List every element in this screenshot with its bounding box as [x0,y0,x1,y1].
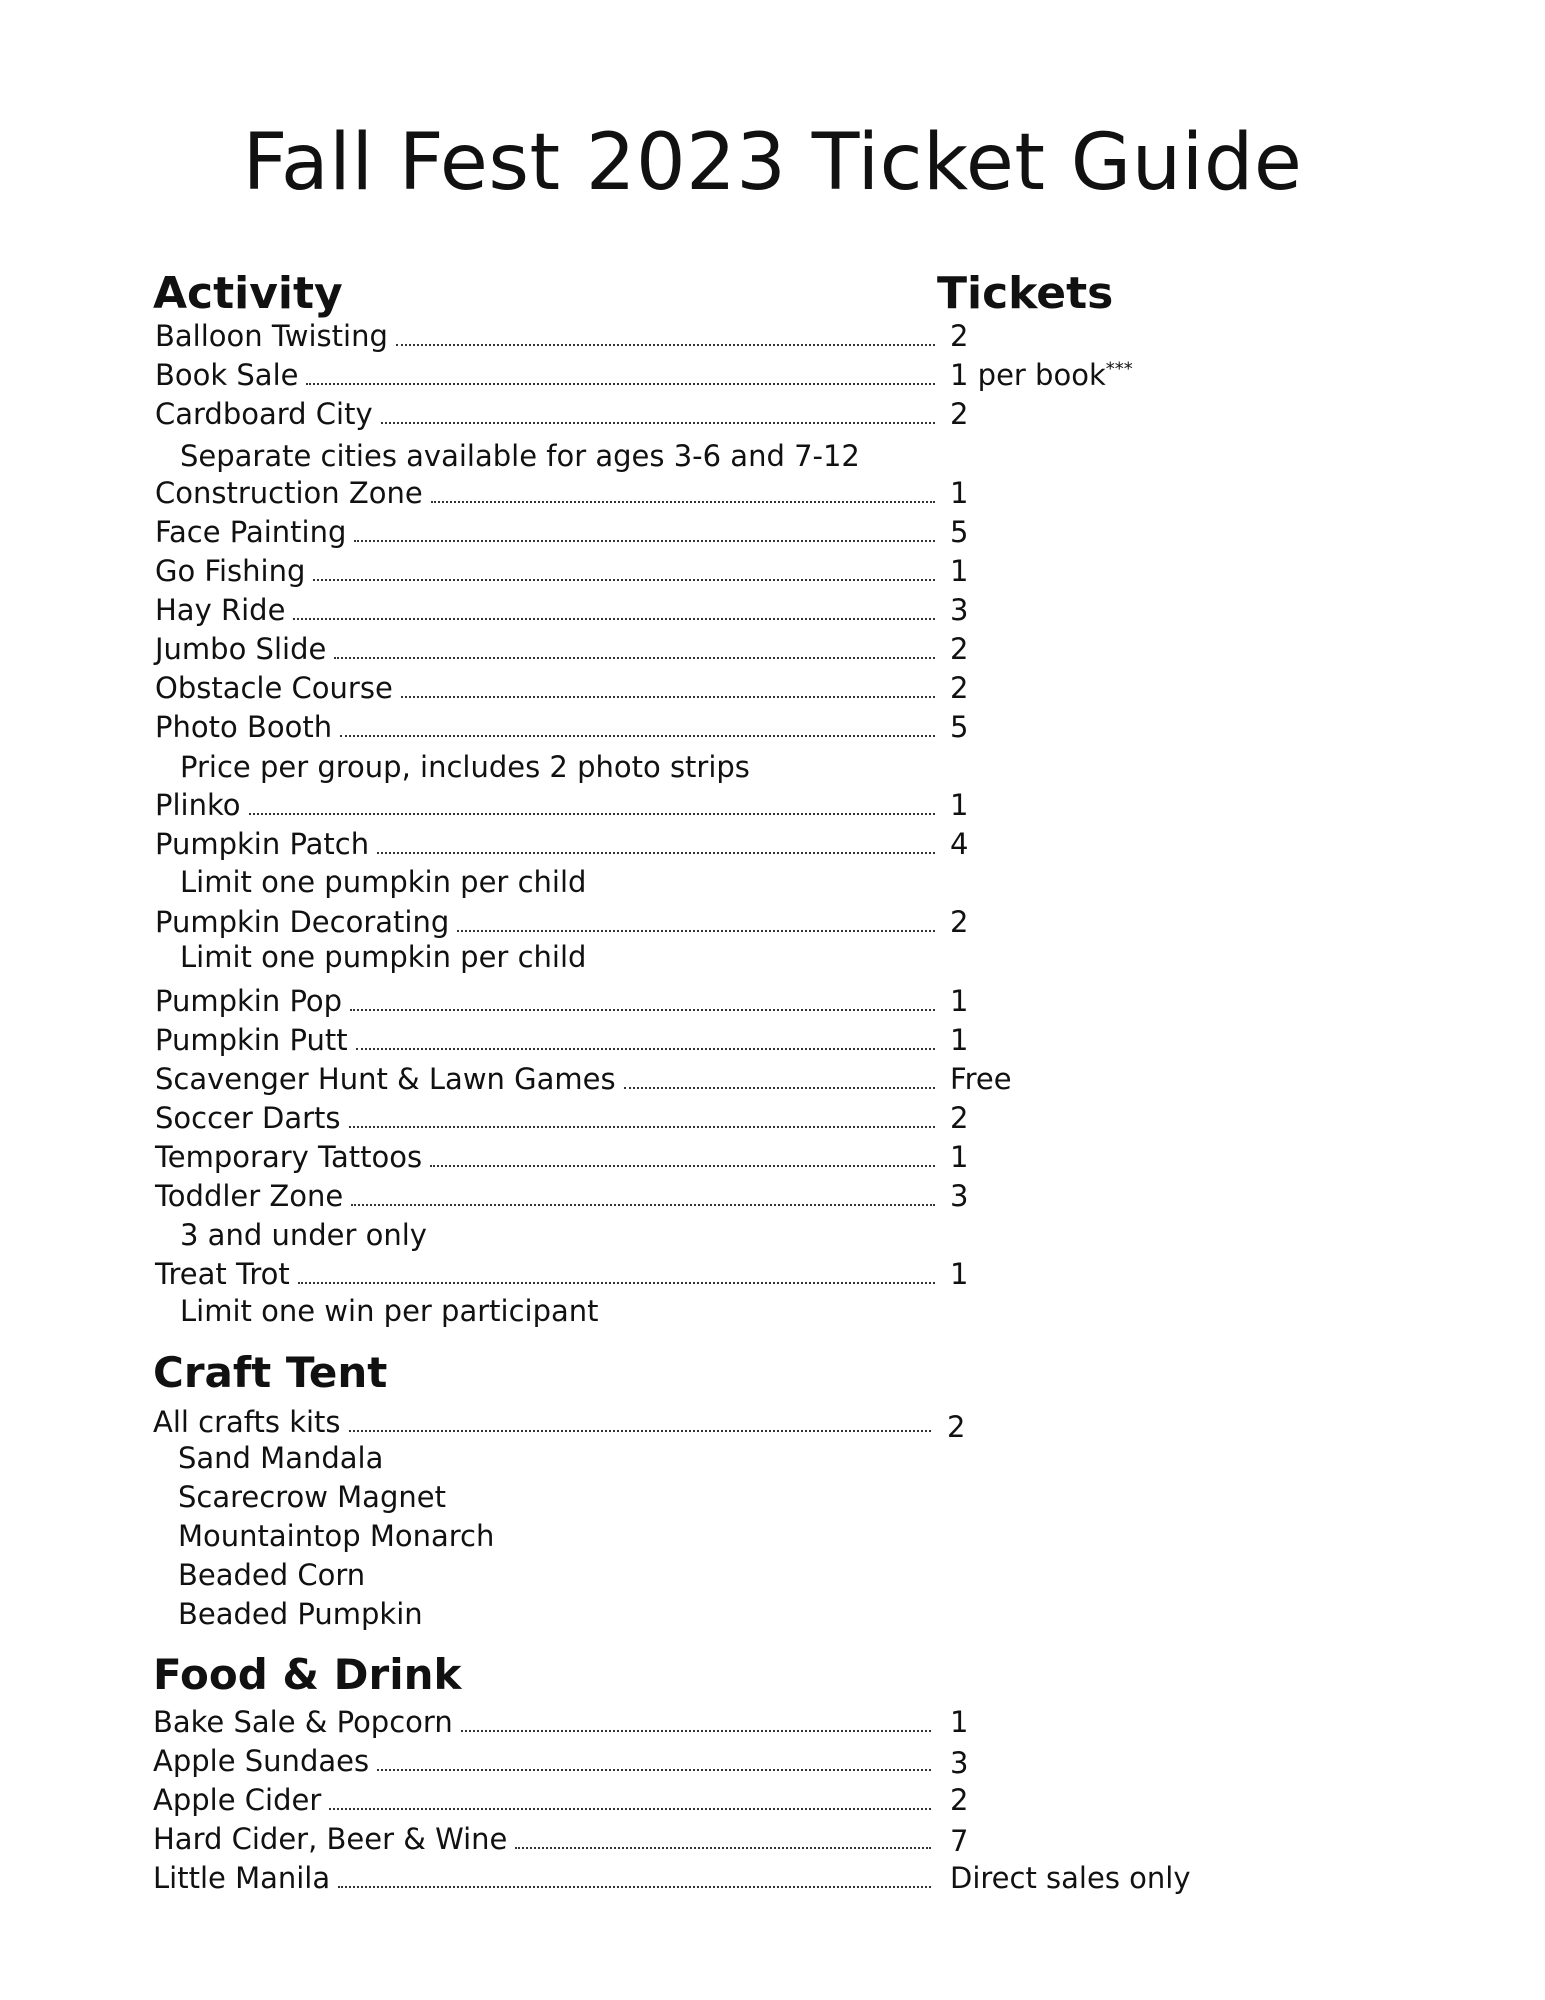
activity-name: Plinko [155,788,241,822]
activity-row [155,475,937,511]
activity-name: Go Fishing [155,554,306,588]
craft-kit: Scarecrow Magnet [178,1480,446,1514]
activity-note: Price per group, includes 2 photo strips [180,750,750,784]
food-row [153,1782,933,1818]
ticket-count: 2 [950,397,969,431]
activity-note: Limit one win per participant [180,1294,599,1328]
ticket-count: 2 [950,905,969,939]
dot-leader [457,930,935,932]
ticket-count: 2 [950,671,969,705]
activity-name: Book Sale [155,358,299,392]
dot-leader [306,383,935,385]
section-heading-craft-tent: Craft Tent [153,1348,388,1397]
ticket-count: 1 [950,1140,969,1174]
activity-row [155,318,937,354]
activity-note: 3 and under only [180,1218,427,1252]
dot-leader [515,1847,931,1849]
dot-leader [338,1886,931,1888]
activity-name: Pumpkin Pop [155,984,343,1018]
activity-note: Limit one pumpkin per child [180,940,587,974]
activity-name: Obstacle Course [155,671,393,705]
craft-kit: Beaded Pumpkin [178,1597,423,1631]
activity-name: Pumpkin Patch [155,827,370,861]
ticket-count: Direct sales only [950,1861,1191,1895]
activity-row [155,709,937,745]
activity-note: Limit one pumpkin per child [180,865,587,899]
ticket-count: 1 [950,1023,969,1057]
activity-row [155,396,937,432]
craft-row [153,1404,933,1440]
ticket-count: 4 [950,827,969,861]
food-row [153,1743,933,1779]
dot-leader [356,1048,935,1050]
activity-row [155,1100,937,1136]
activity-row [155,983,937,1019]
activity-name: Soccer Darts [155,1101,341,1135]
ticket-count: 2 [950,1101,969,1135]
activity-row [155,1061,937,1097]
dot-leader [350,1009,935,1011]
food-row [153,1821,933,1857]
activity-name: Toddler Zone [155,1179,344,1213]
activity-name: Photo Booth [155,710,333,744]
section-heading-food-drink: Food & Drink [153,1650,462,1699]
ticket-count: 3 [950,593,969,627]
ticket-count: 5 [950,515,969,549]
page-title: Fall Fest 2023 Ticket Guide [242,118,1303,208]
dot-leader [430,1165,935,1167]
dot-leader [298,1282,935,1284]
dot-leader [624,1087,935,1089]
dot-leader [249,813,936,815]
ticket-count: 5 [950,710,969,744]
footnote-marker: *** [1105,358,1133,380]
activity-row [155,904,937,940]
activity-row [155,553,937,589]
ticket-count: 1 [950,984,969,1018]
activity-row [155,1256,937,1292]
craft-kit: Sand Mandala [178,1441,384,1475]
dot-leader [377,852,935,854]
ticket-count: 3 [950,1746,969,1780]
dot-leader [401,696,935,698]
ticket-count: 2 [947,1410,966,1444]
food-name: Hard Cider, Beer & Wine [153,1822,508,1856]
activity-name: Pumpkin Putt [155,1023,348,1057]
activity-name: Face Painting [155,515,347,549]
activity-name: Balloon Twisting [155,319,388,353]
activity-name: Cardboard City [155,397,373,431]
food-name: Apple Cider [153,1783,322,1817]
activity-row [155,1139,937,1175]
activity-name: Treat Trot [155,1257,290,1291]
activity-row [155,592,937,628]
activity-note: Separate cities available for ages 3-6 and 7-12 [180,439,860,473]
tickets-column-header: Tickets [937,268,1114,319]
dot-leader [349,1430,931,1432]
ticket-count: 1 [950,554,969,588]
food-name: Bake Sale & Popcorn [153,1705,453,1739]
ticket-count: 3 [950,1179,969,1213]
craft-kit: Beaded Corn [178,1558,366,1592]
dot-leader [349,1126,935,1128]
ticket-count: 2 [950,632,969,666]
craft-kit: Mountaintop Monarch [178,1519,495,1553]
ticket-count: 1 [950,788,969,822]
ticket-count: 1 [950,1705,969,1739]
dot-leader [340,735,935,737]
activity-row [155,670,937,706]
dot-leader [396,344,935,346]
activity-row [155,787,937,823]
activity-name: Pumpkin Decorating [155,905,450,939]
activity-name: Construction Zone [155,476,423,510]
ticket-count: 2 [950,1783,969,1817]
activity-row [155,1178,937,1214]
activity-row [155,826,937,862]
dot-leader [431,501,935,503]
activity-row [155,1022,937,1058]
food-name: Little Manila [153,1861,331,1895]
food-row [153,1704,933,1740]
food-row [153,1860,933,1896]
ticket-count: 7 [950,1824,969,1858]
dot-leader [377,1769,931,1771]
activity-name: Hay Ride [155,593,286,627]
ticket-count: 1 [950,1257,969,1291]
dot-leader [381,422,935,424]
activity-row [155,514,937,550]
dot-leader [313,579,935,581]
activity-name: Scavenger Hunt & Lawn Games [155,1062,616,1096]
dot-leader [461,1730,931,1732]
dot-leader [354,540,935,542]
activity-column-header: Activity [153,268,343,319]
activity-row [155,631,937,667]
dot-leader [334,657,935,659]
ticket-count: 1 [950,476,969,510]
activity-name: Temporary Tattoos [155,1140,423,1174]
activity-name: Jumbo Slide [155,632,327,666]
activity-row [155,357,937,393]
dot-leader [351,1204,935,1206]
ticket-count: Free [950,1062,1012,1096]
food-name: Apple Sundaes [153,1744,370,1778]
dot-leader [329,1808,931,1810]
ticket-count: 1 per book*** [950,358,1133,392]
ticket-count: 2 [950,319,969,353]
craft-name: All crafts kits [153,1405,341,1439]
dot-leader [293,618,935,620]
